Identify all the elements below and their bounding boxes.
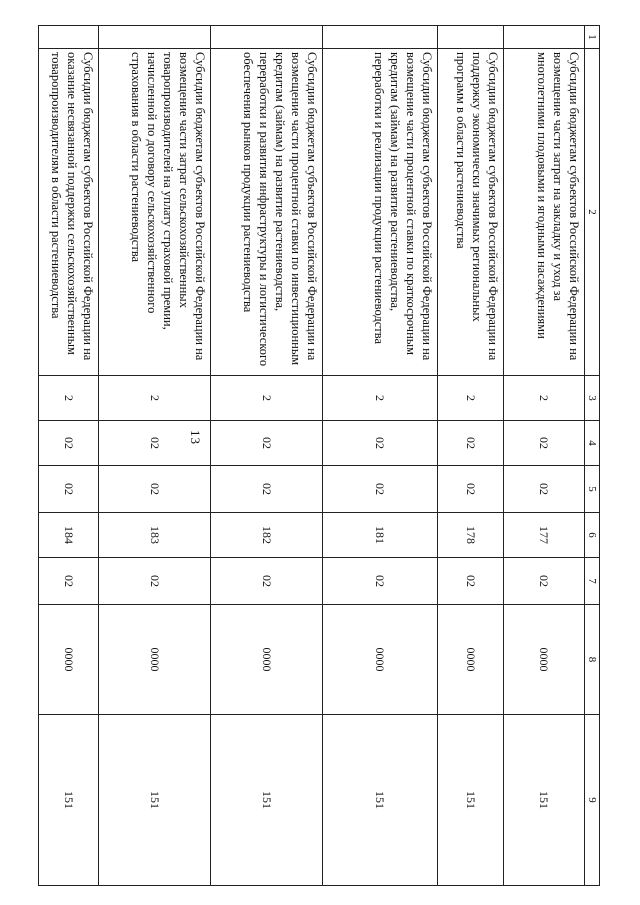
code-cell-9: 151 <box>504 715 585 886</box>
code-cell-8: 0000 <box>99 605 211 715</box>
code-cell-8: 0000 <box>211 605 323 715</box>
row-number-cell <box>211 26 323 49</box>
code-cell-4: 02 <box>438 421 504 466</box>
code-cell-9: 151 <box>323 715 438 886</box>
code-cell-8: 0000 <box>323 605 438 715</box>
col-header-9: 9 <box>585 715 600 886</box>
description-cell: Субсидии бюджетам субъектов Российской Федерации на оказание несвязанной поддержки сельскохозяйственным товаропроизводителям в области растениеводства <box>39 49 99 376</box>
description-cell: Субсидии бюджетам субъектов Российской Федерации на возмещение части процентной ставки по краткосрочным кредитам (займам) на развитие растениеводства, переработки и реализации продукции растениеводства <box>323 49 438 376</box>
code-cell-7: 02 <box>99 558 211 605</box>
code-cell-3: 2 <box>39 376 99 421</box>
col-header-3: 3 <box>585 376 600 421</box>
table-row <box>438 26 504 886</box>
rotated-page <box>40 25 600 885</box>
table-row <box>504 26 585 886</box>
row-number-cell <box>323 26 438 49</box>
code-cell-4: 02 <box>211 421 323 466</box>
code-cell-7: 02 <box>504 558 585 605</box>
code-cell-8: 0000 <box>504 605 585 715</box>
table-row <box>39 26 99 886</box>
description-cell: Субсидии бюджетам субъектов Российской Федерации на возмещение части процентной ставки по инвестиционным кредитам (займам) на развитие растениеводства, переработки и развития инфраструктуры и логистического обеспечения рынков продукции растениеводства <box>211 49 323 376</box>
code-cell-6: 184 <box>39 513 99 558</box>
description-cell: Субсидии бюджетам субъектов Российской Федерации на возмещение части затрат на закладку и уход за многолетними плодовыми и ягодными насаждениями <box>504 49 585 376</box>
col-header-1: 1 <box>585 26 600 49</box>
code-cell-6: 182 <box>211 513 323 558</box>
col-header-8: 8 <box>585 605 600 715</box>
code-cell-5: 02 <box>438 466 504 513</box>
code-cell-9: 151 <box>39 715 99 886</box>
table-row <box>323 26 438 886</box>
col-header-5: 5 <box>585 466 600 513</box>
description-cell: Субсидии бюджетам субъектов Российской Федерации на возмещение части затрат сельскохозяйственных товаропроизводителей на уплату страховой премии, начисленной по договору сельскохозяйственного страхования в области растениеводства <box>99 49 211 376</box>
code-cell-8: 0000 <box>39 605 99 715</box>
code-cell-6: 183 <box>99 513 211 558</box>
code-cell-3: 2 <box>504 376 585 421</box>
code-cell-3: 2 <box>323 376 438 421</box>
code-cell-5: 02 <box>211 466 323 513</box>
code-cell-4: 02 <box>323 421 438 466</box>
col-header-7: 7 <box>585 558 600 605</box>
code-cell-7: 02 <box>323 558 438 605</box>
code-cell-4: 02 <box>504 421 585 466</box>
table-row <box>99 26 211 886</box>
code-cell-7: 02 <box>39 558 99 605</box>
table-row <box>211 26 323 886</box>
code-cell-9: 151 <box>438 715 504 886</box>
page-number: 13 <box>188 430 203 445</box>
budget-classification-table <box>38 25 600 886</box>
header-row <box>585 26 600 886</box>
row-number-cell <box>39 26 99 49</box>
code-cell-9: 151 <box>211 715 323 886</box>
code-cell-8: 0000 <box>438 605 504 715</box>
code-cell-6: 177 <box>504 513 585 558</box>
col-header-6: 6 <box>585 513 600 558</box>
description-cell: Субсидии бюджетам субъектов Российской Федерации на поддержку экономически значимых региональных программ в области растениеводства <box>438 49 504 376</box>
row-number-cell <box>438 26 504 49</box>
code-cell-4: 02 <box>39 421 99 466</box>
code-cell-6: 178 <box>438 513 504 558</box>
code-cell-4: 02 <box>99 421 211 466</box>
code-cell-5: 02 <box>504 466 585 513</box>
row-number-cell <box>504 26 585 49</box>
code-cell-5: 02 <box>39 466 99 513</box>
code-cell-5: 02 <box>99 466 211 513</box>
col-header-2: 2 <box>585 49 600 376</box>
row-number-cell <box>99 26 211 49</box>
code-cell-6: 181 <box>323 513 438 558</box>
code-cell-9: 151 <box>99 715 211 886</box>
code-cell-3: 2 <box>438 376 504 421</box>
code-cell-7: 02 <box>211 558 323 605</box>
col-header-4: 4 <box>585 421 600 466</box>
code-cell-3: 2 <box>211 376 323 421</box>
code-cell-5: 02 <box>323 466 438 513</box>
code-cell-7: 02 <box>438 558 504 605</box>
code-cell-3: 2 <box>99 376 211 421</box>
